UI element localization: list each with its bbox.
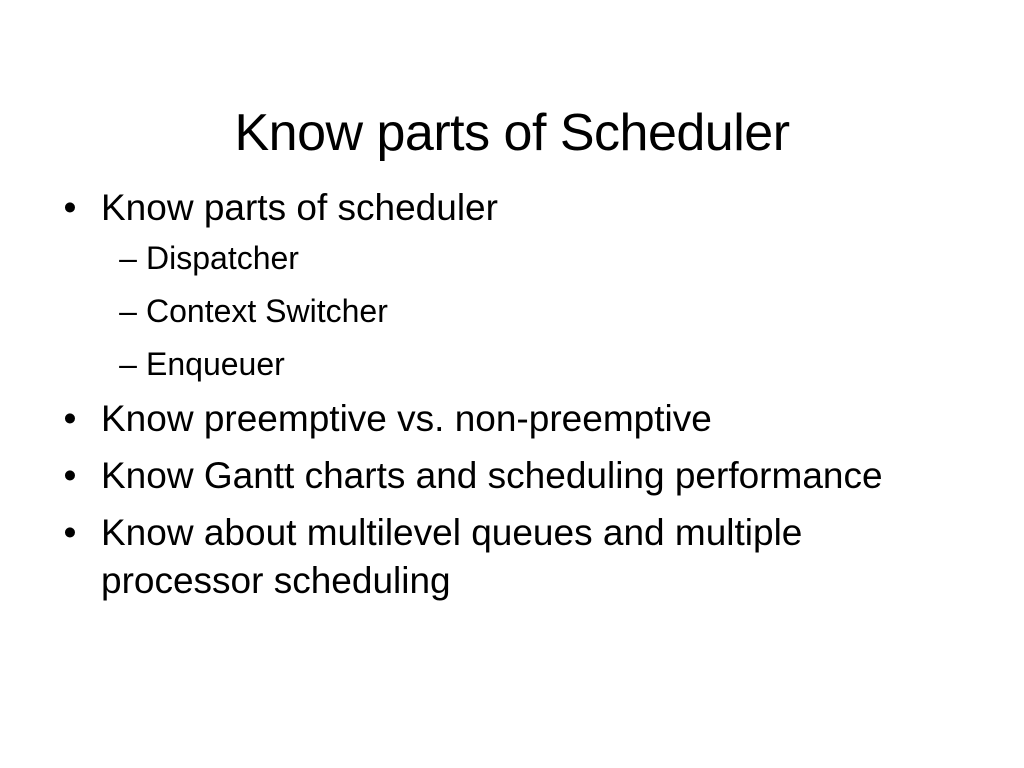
- bullet-marker: •: [63, 512, 77, 553]
- bullet-marker: •: [63, 187, 77, 228]
- bullet-text: Know about multilevel queues and multiple processor scheduling: [101, 512, 803, 601]
- bullet-text: Know parts of scheduler: [101, 187, 498, 228]
- bullet-list: [58, 184, 958, 614]
- bullet-item-scheduler-parts: [58, 184, 958, 386]
- bullet-item-multilevel-queues: [58, 509, 958, 605]
- slide-title: Know parts of Scheduler: [234, 103, 790, 162]
- bullet-marker: •: [63, 398, 77, 439]
- sub-bullet-item-context-switcher: [116, 289, 958, 333]
- bullet-item-gantt-charts: [58, 452, 958, 500]
- sub-bullet-marker: –: [119, 240, 137, 276]
- sub-bullet-marker: –: [119, 346, 137, 382]
- sub-bullet-text: Context Switcher: [146, 293, 388, 329]
- bullet-item-preemptive: [58, 395, 958, 443]
- sub-bullet-marker: –: [119, 293, 137, 329]
- sub-bullet-text: Enqueuer: [146, 346, 285, 382]
- bullet-text: Know Gantt charts and scheduling performance: [101, 455, 883, 496]
- bullet-marker: •: [63, 455, 77, 496]
- sub-bullet-item-dispatcher: [116, 236, 958, 280]
- sub-bullet-item-enqueuer: [116, 342, 958, 386]
- sub-bullet-text: Dispatcher: [146, 240, 299, 276]
- bullet-text: Know preemptive vs. non-preemptive: [101, 398, 712, 439]
- sub-bullet-list: [101, 236, 958, 386]
